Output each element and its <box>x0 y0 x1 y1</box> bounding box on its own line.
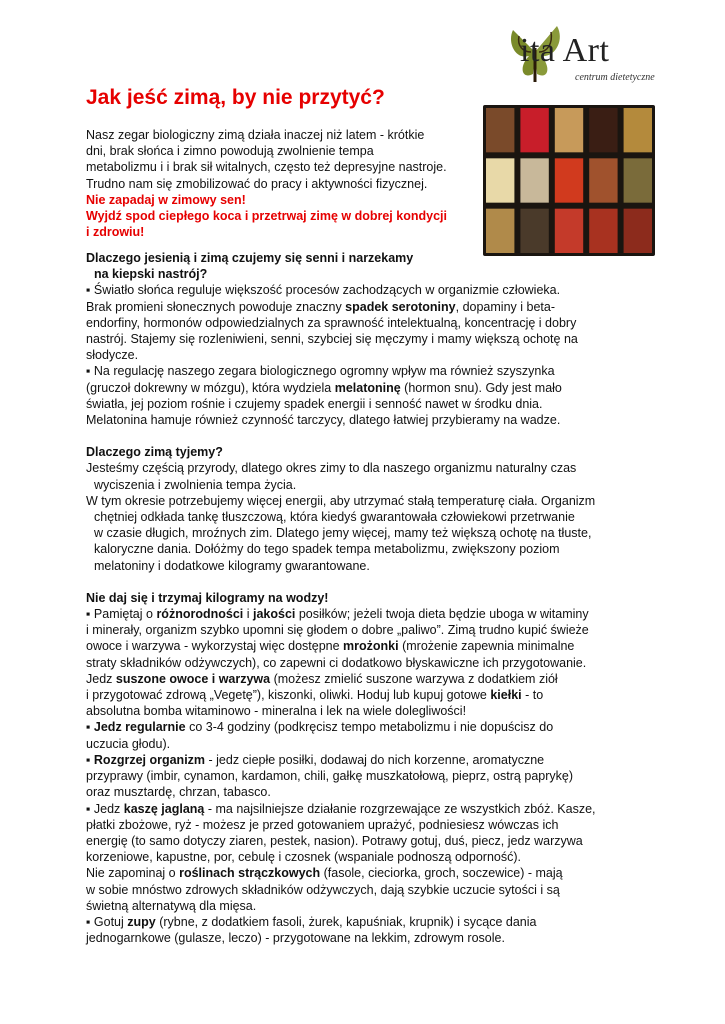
text-line: uczucia głodu). <box>86 736 171 751</box>
text-line: jednogarnkowe (gulasze, leczo) - przygotowane na lekkim, zdrowym rosole. <box>86 931 505 946</box>
page-title: Jak jeść zimą, by nie przytyć? <box>86 86 385 109</box>
bold-span: melatoninę <box>334 380 401 395</box>
text-line: przyprawy (imbir, cynamon, kardamon, chili, gałkę muszkatołową, pieprz, ostrą paprykę) <box>86 769 573 784</box>
text-span: (możesz zmielić suszone warzywa z dodatkiem ziół <box>270 671 558 686</box>
text-span: ▪ Jedz <box>86 801 124 816</box>
section-heading: Dlaczego zimą tyjemy? <box>86 445 223 460</box>
bold-span: różnorodności <box>156 607 244 622</box>
text-line: melatoniny i dodatkowe kilogramy gwarantowane. <box>94 558 370 573</box>
text-span: ▪ Gotuj <box>86 914 128 929</box>
text-line: światła, jej poziom rośnie i czujemy spadek energii i senność nawet w środku dnia. <box>86 396 543 411</box>
intro-paragraph <box>86 127 471 240</box>
text-line: chętniej odkłada tankę tłuszczową, która kiedyś gwarantowała człowiekowi przetrwanie <box>94 510 575 525</box>
spice-compartment <box>589 108 617 152</box>
spice-compartment <box>486 209 514 253</box>
text-line: Melatonina hamuje również czynność tarczycy, dlatego łatwiej przybieramy na wadze. <box>86 413 561 428</box>
text-line: w czasie długich, mroźnych zim. Dlatego jemy więcej, mamy też większą ochotę na tłuste, <box>94 526 592 541</box>
text-span: Jedz <box>86 671 116 686</box>
bold-span: spadek serotoniny <box>345 299 456 314</box>
text-span: ▪ Pamiętaj o <box>86 607 157 622</box>
text-span: i przygotować zdrową „Vegetę”), kiszonki, oliwki. Hoduj lub kupuj gotowe <box>86 688 491 703</box>
spice-compartment <box>555 158 583 202</box>
text-span: co 3-4 godziny (podkręcisz tempo metabolizmu i nie dopuścisz do <box>185 720 554 735</box>
text-line: straty składników odżywczych), co zapewni ci dodatkowo błyskawiczne ich przygotowanie. <box>86 655 587 670</box>
text-span: - ma najsilniejsze działanie rozgrzewające ze wszystkich zbóż. Kasze, <box>204 801 596 816</box>
text-line <box>86 671 646 687</box>
text-span: Nie zapominaj o <box>86 866 180 881</box>
text-span: ▪ <box>86 752 94 767</box>
text-line <box>86 638 646 654</box>
bold-span: Jedz regularnie <box>93 720 186 735</box>
bold-span: kiełki <box>490 688 522 703</box>
spice-compartment <box>520 108 548 152</box>
text-line <box>86 299 646 315</box>
bold-span: Rozgrzej organizm <box>93 752 206 767</box>
text-line: i minerały, organizm szybko upomni się głodem o dobre „paliwo”. Zimą trudno kupić świeże <box>86 623 589 638</box>
intro-line: metabolizmu i i brak sił witalnych, często też depresyjne nastroje. <box>86 160 447 175</box>
text-span: - to <box>521 688 544 703</box>
text-line: Jesteśmy częścią przyrody, dlatego okres zimy to dla naszego organizmu naturalny czas <box>86 461 577 476</box>
spice-compartment <box>624 209 652 253</box>
intro-red-line: Nie zapadaj w zimowy sen! <box>86 192 246 207</box>
text-line <box>86 606 646 622</box>
spice-compartment <box>486 158 514 202</box>
text-line: W tym okresie potrzebujemy więcej energii, aby utrzymać stałą temperaturę ciała. Organizm <box>86 493 596 508</box>
spice-compartment <box>589 209 617 253</box>
spice-compartment <box>555 209 583 253</box>
text-line: nastrój. Stajemy się rozleniwieni, senni, szybciej się męczymy i mamy większą ochotę na <box>86 332 578 347</box>
text-line <box>86 752 646 768</box>
text-span: ▪ <box>86 720 94 735</box>
bold-span: roślinach strączkowych <box>179 866 321 881</box>
text-line: wyciszenia i zwolnienia tempa życia. <box>94 477 297 492</box>
intro-red-line: i zdrowiu! <box>86 225 145 240</box>
logo-text: ita Art <box>520 32 610 69</box>
text-span: owoce i warzywa - wykorzystaj więc dostępne <box>86 639 344 654</box>
spices-photo <box>483 105 655 256</box>
text-span: (mrożenie zapewnia minimalne <box>398 639 575 654</box>
text-line: endorfiny, hormonów odpowiedzialnych za sprawność intelektualną, koncentrację i dobry <box>86 315 577 330</box>
bold-span: zupy <box>127 914 156 929</box>
text-line: ▪ Na regulację naszego zegara biologicznego ogromny wpływ ma również szyszynka <box>86 364 555 379</box>
text-line <box>86 687 646 703</box>
intro-red-line: Wyjdź spod ciepłego koca i przetrwaj zimę w dobrej kondycji <box>86 209 447 224</box>
text-span: (hormon snu). Gdy jest mało <box>400 380 562 395</box>
bold-span: mrożonki <box>343 639 399 654</box>
text-line: kaloryczne dania. Dołóżmy do tego spadek tempa metabolizmu, zwiększony poziom <box>94 542 560 557</box>
logo-subtitle: centrum dietetyczne <box>575 72 655 83</box>
bold-span: kaszę jaglaną <box>123 801 205 816</box>
section-heading: Dlaczego jesienią i zimą czujemy się senni i narzekamy <box>86 251 414 265</box>
text-line <box>86 801 646 817</box>
text-line <box>86 865 646 881</box>
intro-line: Nasz zegar biologiczny zimą działa inaczej niż latem - krótkie <box>86 128 425 142</box>
spice-compartment <box>555 108 583 152</box>
text-span: - jedz ciepłe posiłki, dodawaj do nich korzenne, aromatyczne <box>205 752 545 767</box>
spice-compartment <box>520 209 548 253</box>
spice-compartment <box>486 108 514 152</box>
text-line: energię (to samo dotyczy ziaren, pestek, nasion). Potrawy gotuj, duś, piecz, jedz warzywa <box>86 833 583 848</box>
text-line <box>86 719 646 735</box>
text-span: (gruczoł dokrewny w mózgu), która wydziela <box>86 380 335 395</box>
spice-compartment <box>624 158 652 202</box>
bold-span: jakości <box>252 607 296 622</box>
text-span: (fasole, cieciorka, groch, soczewice) - mają <box>320 866 563 881</box>
text-span: (rybne, z dodatkiem fasoli, żurek, kapuśniak, krupnik) i sycące dania <box>155 914 537 929</box>
bold-span: suszone owoce i warzywa <box>115 671 271 686</box>
text-line: absolutna bomba witaminowo - mineralna i lek na wiele dolegliwości! <box>86 704 467 719</box>
text-line: płatki zbożowe, ryż - możesz je przed gotowaniem uprażyć, podniesiesz wówczas ich <box>86 817 559 832</box>
spice-compartment <box>624 108 652 152</box>
main-content <box>86 250 646 946</box>
text-line: korzeniowe, kapustne, por, cebulę i czosnek (wspaniale podnoszą odporność). <box>86 850 521 865</box>
spice-compartment <box>589 158 617 202</box>
section-heading: Nie daj się i trzymaj kilogramy na wodzy! <box>86 590 329 605</box>
text-span: posiłków; jeżeli twoja dieta będzie uboga w witaminy <box>295 607 589 622</box>
text-line: oraz musztardę, chrzan, tabasco. <box>86 785 271 800</box>
text-span: i <box>243 607 253 622</box>
intro-line: Trudno nam się zmobilizować do pracy i aktywności fizycznej. <box>86 176 428 191</box>
text-span: , dopaminy i beta- <box>455 299 555 314</box>
spice-compartment <box>520 158 548 202</box>
section-heading: na kiepski nastrój? <box>94 267 208 282</box>
text-line: świetną alternatywą dla mięsa. <box>86 898 257 913</box>
text-line <box>86 380 646 396</box>
text-line: w sobie mnóstwo zdrowych składników odżywczych, dają szybkie uczucie sytości i są <box>86 882 560 897</box>
intro-line: dni, brak słońca i zimno powodują zwolnienie tempa <box>86 144 374 159</box>
text-line: słodycze. <box>86 348 139 363</box>
text-line: ▪ Światło słońca reguluje większość procesów zachodzących w organizmie człowieka. <box>86 283 561 298</box>
text-span: Brak promieni słonecznych powoduje znaczny <box>86 299 346 314</box>
text-line <box>86 914 646 930</box>
